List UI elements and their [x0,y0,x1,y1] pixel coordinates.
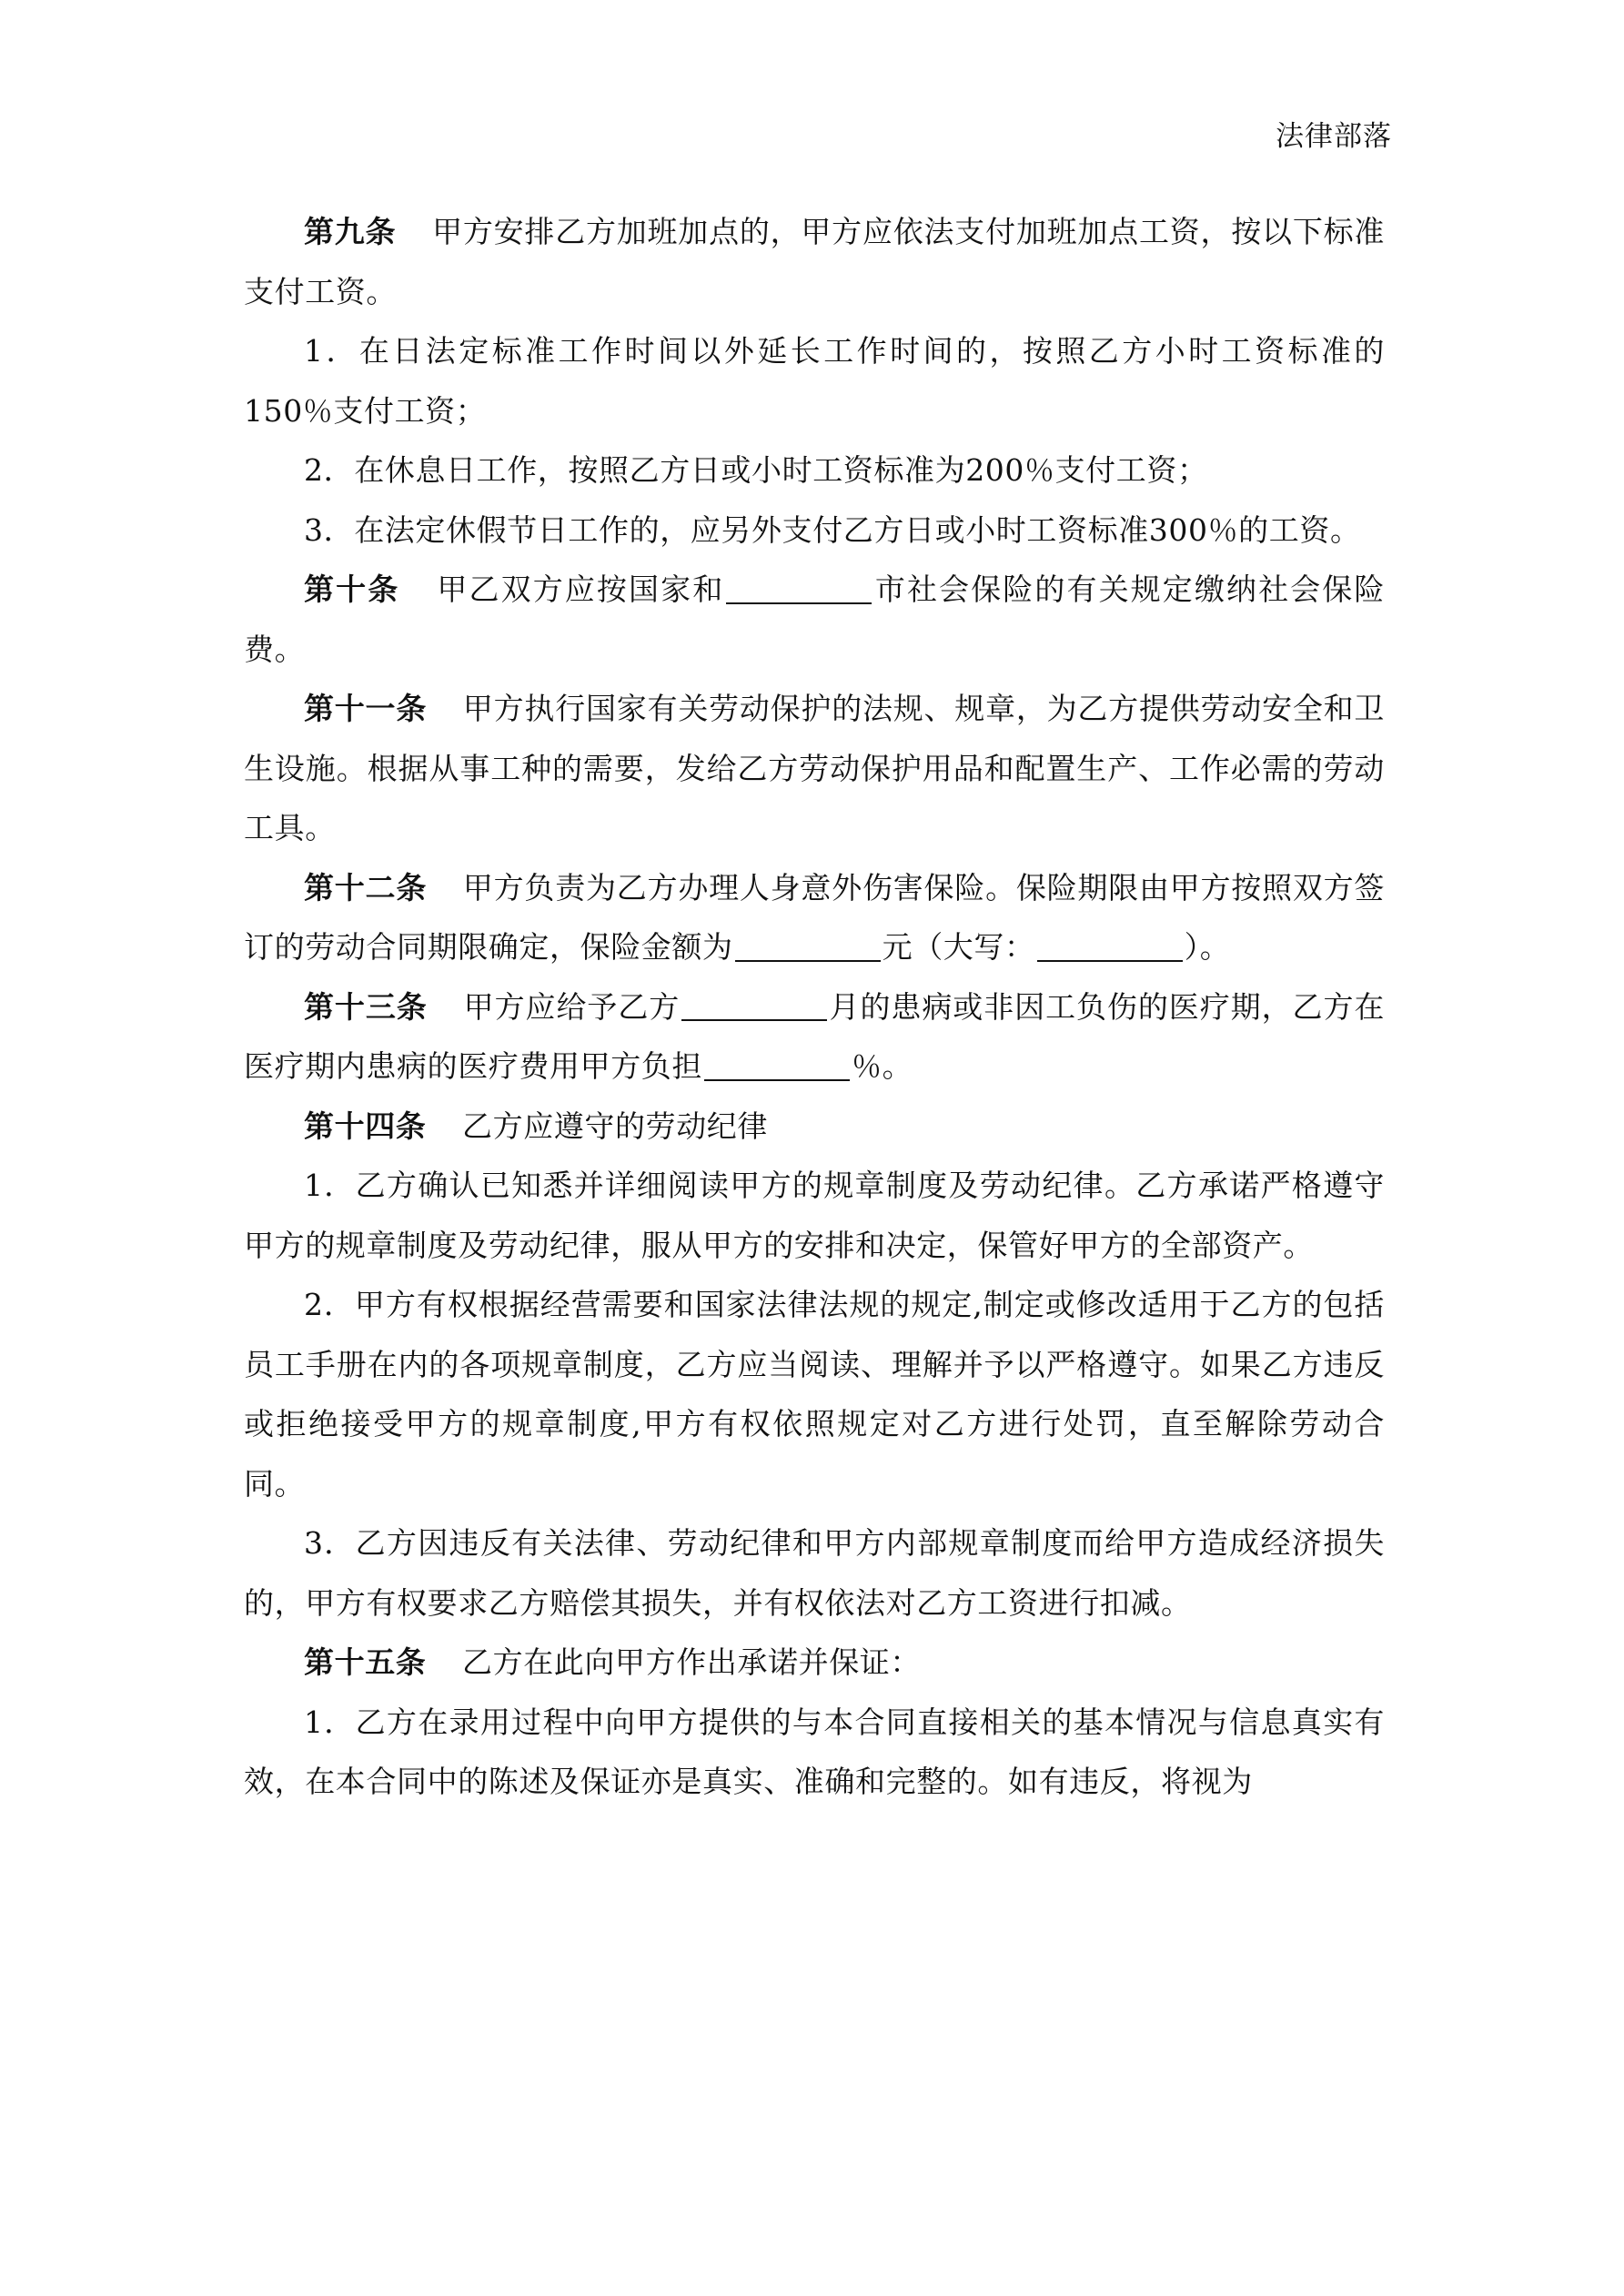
article-text: 甲方执行国家有关劳动保护的法规、规章，为乙方提供劳动安全和卫生设施。根据从事工种的需要，发给乙方劳动保护用品和配置生产、工作必需的劳动工具。 [244,691,1385,845]
article-14-item-2: 2．甲方有权根据经营需要和国家法律法规的规定,制定或修改适用于乙方的包括员工手册在内的各项规章制度，乙方应当阅读、理解并予以严格遵守。如果乙方违反或拒绝接受甲方的规章制度,甲方有权依照规定对乙方进行处罚，直至解除劳动合同。 [244,1287,1385,1502]
fill-blank-medical-percent[interactable] [704,1049,850,1081]
fill-blank-medical-months[interactable] [681,989,827,1021]
article-number: 第十一条 [304,691,428,726]
article-12 [244,858,1385,977]
article-15 [244,1633,1385,1693]
article-text: 市社会保险的有关规定缴纳社会保险费。 [244,571,1385,667]
article-9-item-2: 2．在休息日工作，按照乙方日或小时工资标准为200％支付工资； [304,452,1208,488]
article-text: ）。 [1184,929,1231,965]
article-text: 甲方负责为乙方办理人身意外伤害保险。保险期限由甲方按照双方签订的劳动合同期限确定，保险金额为 [244,869,1385,965]
article-14 [244,1097,1385,1157]
article-text: 甲方应给予乙方 [463,988,681,1025]
article-number: 第十五条 [304,1644,427,1680]
article-text: 月的患病或非因工负伤的医疗期，乙方在医疗期内患病的医疗费用甲方负担 [244,988,1385,1084]
article-text: 乙方应遵守的劳动纪律 [462,1108,768,1144]
article-14-item-1: 1．乙方确认已知悉并详细阅读甲方的规章制度及劳动纪律。乙方承诺严格遵守甲方的规章制度及劳动纪律，服从甲方的安排和决定，保管好甲方的全部资产。 [244,1168,1385,1263]
article-text: 甲乙双方应按国家和 [435,571,725,607]
article-text: ％。 [852,1048,913,1084]
fill-blank-insurance-amount-words[interactable] [1037,930,1183,962]
article-13 [244,977,1385,1097]
document-body [244,202,1385,1812]
article-10 [244,560,1385,679]
article-15-item-1: 1．乙方在录用过程中向甲方提供的与本合同直接相关的基本情况与信息真实有效，在本合同中的陈述及保证亦是真实、准确和完整的。如有违反，将视为 [244,1704,1385,1799]
fill-blank-insurance-amount[interactable] [735,930,881,962]
article-14-item-3: 3．乙方因违反有关法律、劳动纪律和甲方内部规章制度而给甲方造成经济损失的，甲方有权要求乙方赔偿其损失，并有权依法对乙方工资进行扣减。 [244,1525,1385,1621]
article-text: 乙方在此向甲方作出承诺并保证： [462,1644,921,1680]
article-number: 第九条 [304,214,397,249]
article-number: 第十二条 [304,869,428,905]
article-number: 第十三条 [304,988,428,1025]
article-text: 甲方安排乙方加班加点的，甲方应依法支付加班加点工资，按以下标准支付工资。 [244,214,1385,309]
article-number: 第十四条 [304,1108,427,1144]
article-text: 元（大写： [882,929,1035,965]
article-9 [244,202,1385,321]
article-9-item-1: 1．在日法定标准工作时间以外延长工作时间的，按照乙方小时工资标准的150％支付工资； [244,333,1385,429]
page-header-brand: 法律部落 [1276,120,1392,153]
fill-blank-city[interactable] [726,572,872,604]
article-11 [244,679,1385,858]
article-9-item-3: 3．在法定休假节日工作的，应另外支付乙方日或小时工资标准300％的工资。 [304,511,1361,548]
article-number: 第十条 [304,571,400,607]
